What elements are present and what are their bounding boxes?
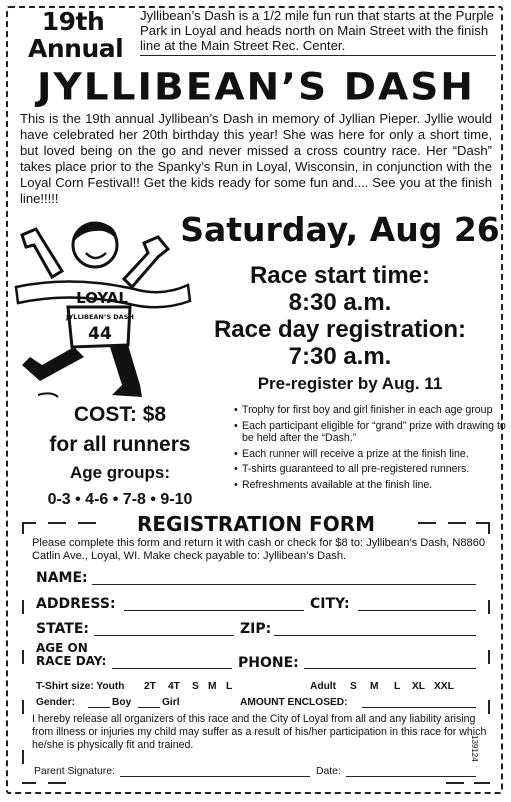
city-field[interactable] [358, 610, 476, 611]
age-label-line1: AGE ON [36, 641, 88, 655]
form-frame-segment [488, 522, 490, 534]
size-option-adult-s[interactable]: S [350, 681, 357, 692]
address-label: ADDRESS: [36, 596, 116, 612]
size-option-youth-l[interactable]: L [226, 681, 233, 692]
form-frame-segment [22, 750, 24, 764]
perk-item: • Trophy for first boy and girl finisher in each age group [234, 404, 506, 417]
form-frame-segment [418, 522, 436, 524]
size-option-2t[interactable]: 2T [144, 681, 156, 692]
city-label: CITY: [310, 596, 350, 612]
form-frame-segment [78, 522, 96, 524]
form-frame-segment [488, 600, 490, 614]
size-option-adult-m[interactable]: M [370, 681, 379, 692]
registration-time-label: Race day registration: [213, 316, 467, 343]
intro-rule [140, 55, 496, 56]
annual-badge [28, 7, 124, 63]
form-frame-segment [22, 522, 24, 534]
name-label: NAME: [36, 570, 88, 586]
size-option-youth-s[interactable]: S [192, 681, 199, 692]
signature-label: Parent Signature: [34, 766, 115, 777]
boy-label: Boy [112, 697, 132, 708]
start-time: 8:30 a.m. [288, 289, 392, 316]
age-label [36, 642, 106, 668]
mascot-right-arm [124, 237, 168, 287]
registration-form-heading: REGISTRATION FORM [136, 512, 376, 536]
cost-for-all: for all runners [49, 433, 191, 456]
size-option-4t[interactable]: 4T [168, 681, 180, 692]
form-frame-segment [474, 782, 490, 784]
girl-label: Girl [162, 697, 180, 708]
registration-time: 7:30 a.m. [288, 343, 392, 370]
signature-field[interactable] [120, 776, 310, 777]
annual-label: Annual [28, 34, 124, 63]
tshirt-youth-label: T-Shirt size: Youth [36, 681, 125, 692]
runner-mascot-illustration [12, 215, 192, 405]
form-frame-segment [488, 650, 490, 664]
mascot-left-arm [22, 229, 62, 277]
zip-field[interactable] [274, 635, 476, 636]
form-frame-segment [488, 700, 490, 714]
phone-label: PHONE: [238, 655, 299, 671]
liability-release: I hereby release all organizers of this race and the City of Loyal from all and any liability arising from illness or injuries my child may suffer as a result of his/her participation in this race for which he/she is physically fit and trained. [32, 713, 487, 751]
race-times [200, 262, 480, 370]
zip-label: ZIP: [240, 621, 272, 637]
state-label: STATE: [36, 621, 90, 637]
age-label-line2: RACE DAY: [36, 654, 107, 668]
mascot-front-leg [110, 345, 142, 397]
size-option-adult-xxl[interactable]: XXL [434, 681, 454, 692]
edition-number: 19th [41, 7, 105, 36]
form-frame-segment [48, 782, 66, 784]
mascot-back-leg [22, 347, 84, 381]
perk-item: • T-shirts guaranteed to all pre-registered runners. [234, 463, 506, 476]
perks-list [234, 404, 506, 494]
intro-text: Jyllibean’s Dash is a 1/2 mile fun run that starts at the Purple Park in Loyal and heads north on Main Street with the finish line at the Main Street Rec. Center. [140, 8, 494, 53]
age-groups: 0-3 • 4-6 • 7-8 • 9-10 [47, 491, 193, 508]
amount-field[interactable] [362, 707, 476, 708]
preregister-deadline: Pre-register by Aug. 11 [257, 374, 443, 393]
size-option-adult-xl[interactable]: XL [412, 681, 426, 692]
address-field[interactable] [124, 610, 304, 611]
gender-label: Gender: [36, 697, 76, 708]
event-date: Saturday, Aug 26 [180, 210, 500, 249]
form-frame-segment [446, 782, 464, 784]
age-groups-label: Age groups: [69, 463, 171, 482]
girl-field[interactable] [138, 707, 160, 708]
date-label: Date: [316, 766, 341, 777]
amount-label: AMOUNT ENCLOSED: [240, 697, 348, 708]
form-instructions: Please complete this form and return it with cash or check for $8 to: Jyllibean’s Dash, N8860 Catlin Ave., Loyal, WI. Make check payable to: Jyllibean’s Dash. [32, 537, 486, 562]
cost-price: COST: $8 [73, 403, 167, 426]
size-option-adult-l[interactable]: L [394, 681, 401, 692]
ribbon-text: LOYAL [76, 289, 128, 307]
form-frame-segment [22, 650, 24, 664]
form-frame-segment [48, 522, 66, 524]
form-frame-segment [22, 700, 24, 714]
state-field[interactable] [94, 635, 234, 636]
form-frame-segment [22, 600, 24, 614]
perk-item: • Each runner will receive a prize at the finish line. [234, 448, 506, 461]
bib-name: JYLLIBEAN’S DASH [66, 313, 134, 321]
perk-item: • Each participant eligible for “grand” prize with drawing to be held after the “Dash.” [234, 420, 506, 445]
name-field[interactable] [92, 584, 476, 585]
start-time-label: Race start time: [249, 262, 431, 289]
motion-line [38, 393, 58, 397]
form-frame-segment [22, 782, 36, 784]
phone-field[interactable] [304, 668, 476, 669]
event-title: JYLLIBEAN’S DASH [37, 66, 475, 109]
event-description: This is the 19th annual Jyllibean’s Dash in memory of Jyllian Pieper. Jyllie would have celebrated her 20th birthday this year! She was here for only a short time, but loved being on the go and never missed a cross country race. Her “Dash” takes place prior to the Spanky’s Run in Loyal, Wisconsin, in conjunction with the Loyal Corn Festival!! Get the kids ready for some fun and.... See you at the finish line!!!!! [20, 111, 492, 206]
tshirt-adult-label: Adult [310, 681, 337, 692]
boy-field[interactable] [88, 707, 110, 708]
size-option-youth-m[interactable]: M [208, 681, 217, 692]
age-field[interactable] [112, 668, 232, 669]
date-field[interactable] [346, 776, 476, 777]
form-frame-segment [22, 522, 36, 524]
print-code: 139124 [470, 735, 479, 762]
cost-section [16, 402, 224, 512]
perk-item: • Refreshments available at the finish line. [234, 479, 506, 492]
bib-number: 44 [88, 324, 112, 344]
form-frame-segment [448, 522, 466, 524]
